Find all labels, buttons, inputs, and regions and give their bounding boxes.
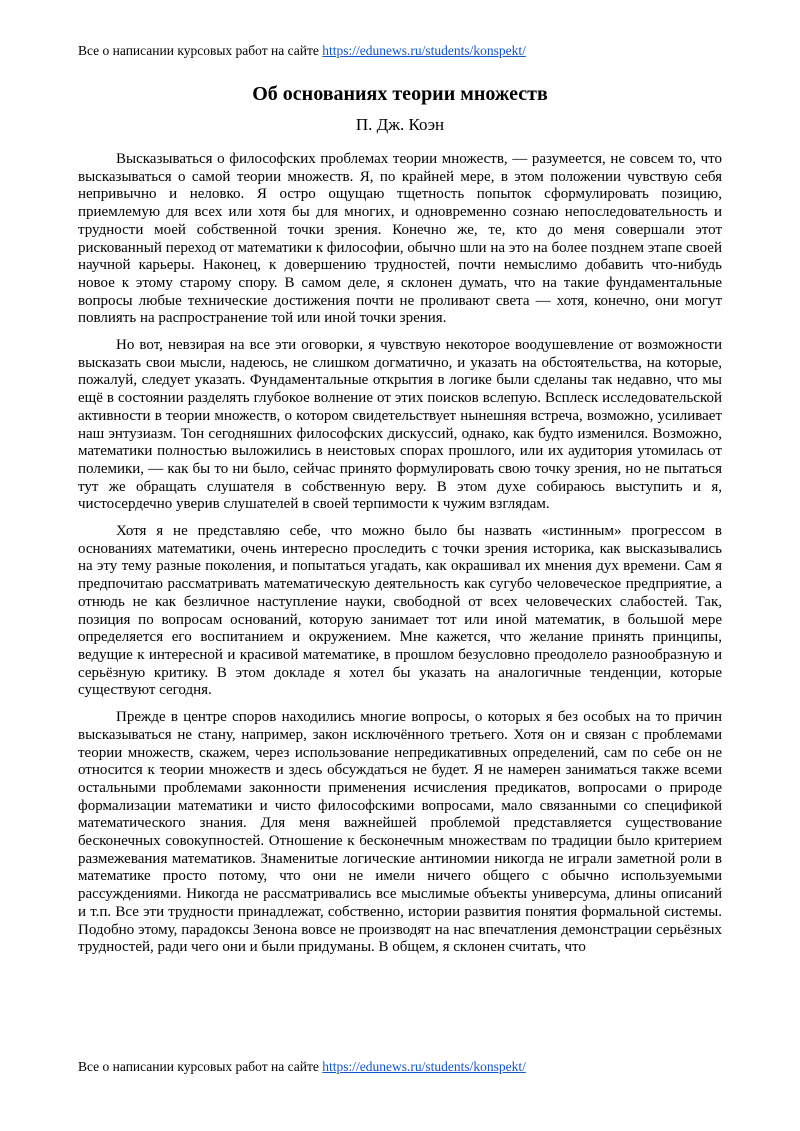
author-name: П. Дж. Коэн — [355, 115, 445, 134]
body-paragraph: Прежде в центре споров находились многие вопросы, о которых я без особых на то причин высказываться не стану, например, закон исключённого третьего. Хотя он и связан с проблемами теории множеств, скажем, через использование непредикативных определений, сам по себе он не относится к теории множеств и здесь обсуждаться не будет. Я не намерен заниматься также всеми остальными проблемами законности применения исчисления предикатов, вопросами о природе формализации математики и чисто философскими вопросами, мало связанными со спецификой математического знания. Для меня важнейшей проблемой представляется существование бесконечных совокупностей. Отношение к бесконечным множествам по традиции было критерием размежевания математиков. Знаменитые логические антиномии никогда не играли заметной роли в математике просто потому, что они не имели ничего общего с обычно используемыми рассуждениями. Никогда не рассматривались все мыслимые объекты универсума, длины описаний и т.п. Все эти трудности принадлежат, собственно, истории развития понятия формальной системы. Подобно этому, парадоксы Зенона вовсе не производят на нас впечатления демонстрации серьёзных трудностей, ради чего они и были придуманы. В общем, я склонен считать, что — [78, 709, 722, 956]
footer-promo — [78, 1058, 722, 1075]
header-promo-text: Все о написании курсовых работ на сайте — [78, 43, 323, 58]
body-paragraph: Но вот, невзирая на все эти оговорки, я чувствую некоторое воодушевление от возможности высказать свои мысли, надеюсь, не слишком догматично, и указать на обстоятельства, на которые, пожалуй, следует указать. Фундаментальные открытия в логике были сделаны так недавно, что мы ещё в состоянии разделять глубокое волнение от этих поисков вслепую. Всплеск исследовательской активности в теории множеств, о котором свидетельствует нынешняя встреча, возможно, усиливает наш энтузиазм. Тон сегодняшних философских дискуссий, однако, как будто изменился. Возможно, математики полностью выложились в неистовых спорах прошлого, или их аудитория утомилась от полемики, — как бы то ни было, сейчас принято формулировать свою точку зрения, но не пытаться тут же обращать слушателя в собственную веру. В этом духе собираюсь выступить и я, чистосердечно уверив слушателей в своей терпимости к чужим взглядам. — [78, 337, 722, 513]
page-title: Об основаниях теории множеств — [252, 83, 548, 105]
body-paragraph: Хотя я не представляю себе, что можно было бы назвать «истинным» прогрессом в основаниях математики, очень интересно проследить с точки зрения историка, как высказывались на эту тему разные поколения, и попытаться угадать, как окрашивал их мнения дух времени. Сам я предпочитаю рассматривать математическую деятельность как сугубо человеческое предприятие, а отнюдь не как безличное наступление науки, свободной от всех человеческих слабостей. Так, позиция по вопросам оснований, которую занимает тот или иной математик, в большой мере определяется его воспитанием и окружением. Мне кажется, что желание принять принципы, ведущие к интересной и красивой математике, в прошлом безусловно преодолело разнообразную и серьёзную критику. В этом докладе я хотел бы указать на аналогичные тенденции, которые существуют сегодня. — [78, 523, 722, 699]
body-paragraph: Высказываться о философских проблемах теории множеств, — разумеется, не совсем то, что высказываться о самой теории множеств. Я, по крайней мере, в этом положении чувствую себя непривычно и неловко. Я остро ощущаю тщетность попыток сформулировать позицию, приемлемую для всех или хотя бы для многих, и одновременно сознаю непоследовательность и трудности моей собственной точки зрения. Конечно же, те, кто до меня совершали этот рискованный переход от математики к философии, обычно шли на это на более позднем этапе своей научной карьеры. Наконец, к довершению трудностей, почти немыслимо добавить что-нибудь новое к этому старому спору. В самом деле, я склонен думать, что на такие фундаментальные вопросы любые технические достижения почти не проливают света — хотя, конечно, они могут повлиять на распространение той или иной точки зрения. — [78, 151, 722, 327]
footer-promo-text: Все о написании курсовых работ на сайте — [78, 1059, 323, 1074]
document-body — [78, 151, 722, 957]
header-promo — [78, 42, 722, 59]
header-promo-link[interactable]: https://edunews.ru/students/konspekt/ — [322, 43, 526, 58]
footer-promo-link[interactable]: https://edunews.ru/students/konspekt/ — [322, 1059, 526, 1074]
